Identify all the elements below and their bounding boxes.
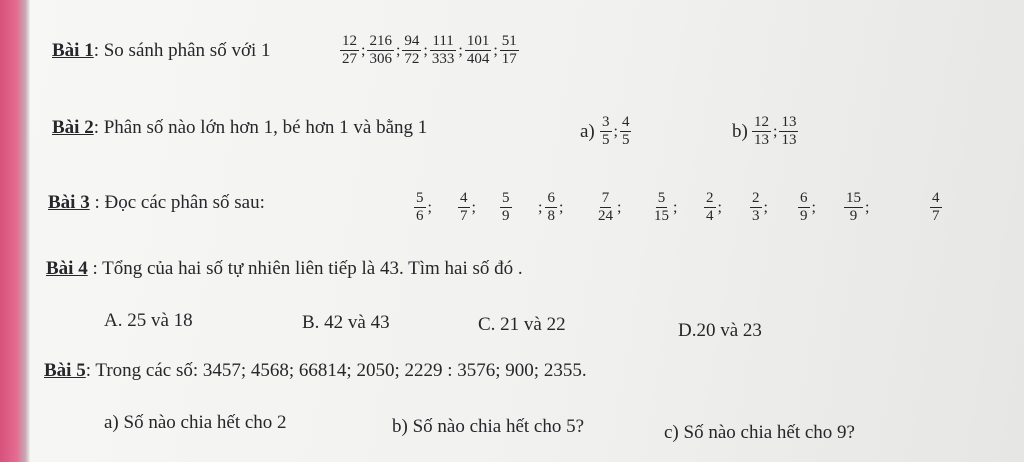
denominator: 306: [369, 51, 392, 67]
numerator: 101: [466, 33, 490, 49]
bai1-label: Bài 1: [52, 40, 94, 61]
separator: ;: [763, 198, 768, 216]
bai2-b-fraction-0: [752, 114, 779, 149]
bai4-option-a: A. 25 và 18: [104, 310, 193, 331]
bai5-question-b: b) Số nào chia hết cho 5?: [392, 416, 585, 437]
bai2-part-b-fractions: [752, 114, 798, 149]
denominator: 15: [654, 208, 669, 224]
numerator: 4: [932, 190, 940, 206]
bai3-fraction-8: [798, 190, 818, 225]
fraction: [704, 190, 716, 225]
numerator: 6: [800, 190, 808, 206]
numerator: 111: [432, 33, 454, 49]
bai3-fraction-7: [750, 190, 770, 225]
separator: ;: [811, 198, 816, 216]
numerator: 216: [369, 33, 392, 49]
fraction: [844, 190, 863, 225]
bai3-fraction-3: [538, 190, 565, 225]
denominator: 404: [466, 51, 490, 67]
separator: ;: [617, 198, 622, 216]
separator: ;: [471, 198, 476, 216]
numerator: 51: [501, 33, 517, 49]
fraction: [414, 190, 426, 225]
fraction: [545, 190, 557, 225]
bai2-part-b-label: b): [732, 121, 748, 142]
separator: ;: [538, 198, 543, 216]
fraction: [340, 33, 359, 68]
fraction: [465, 33, 492, 68]
bai4-option-d: D.20 và 23: [678, 320, 762, 341]
numerator: 2: [752, 190, 760, 206]
separator: ;: [493, 41, 498, 59]
separator: ;: [773, 122, 778, 140]
bai3-fraction-0: [414, 190, 434, 225]
separator: ;: [673, 198, 678, 216]
fraction: [600, 114, 612, 149]
fraction: [596, 190, 615, 225]
separator: ;: [427, 198, 432, 216]
separator: ;: [613, 122, 618, 140]
bai2-a-fraction-1: [620, 114, 632, 149]
separator: ;: [558, 198, 564, 216]
numerator: 6: [547, 190, 555, 206]
numerator: 5: [502, 190, 510, 206]
denominator: 5: [602, 132, 610, 148]
bai2-b-fraction-1: [779, 114, 798, 149]
denominator: 5: [621, 132, 630, 148]
numerator: 12: [342, 33, 357, 49]
denominator: 27: [342, 51, 357, 67]
denominator: 13: [754, 132, 769, 148]
bai3-fractions: [0, 190, 1024, 240]
separator: ;: [865, 198, 870, 216]
denominator: 8: [547, 208, 555, 224]
fraction: [930, 190, 942, 225]
bai3-fraction-5: [652, 190, 679, 225]
numerator: 15: [846, 190, 861, 206]
bai2-part-a-label: a): [580, 121, 595, 142]
numerator: 5: [657, 190, 666, 206]
fraction: [367, 33, 394, 68]
denominator: 9: [502, 208, 510, 224]
bai5-line: [44, 360, 587, 382]
numerator: 5: [416, 190, 424, 206]
bai3-fraction-2: [500, 190, 512, 225]
denominator: 333: [431, 51, 455, 67]
bai1-fraction-5: [500, 33, 519, 68]
numerator: 2: [706, 190, 714, 206]
separator: ;: [395, 41, 401, 59]
bai3-fraction-1: [458, 190, 478, 225]
numerator: 4: [621, 114, 630, 130]
separator: ;: [423, 41, 428, 59]
bai4-label: Bài 4: [46, 258, 88, 279]
fraction: [458, 190, 470, 225]
fraction: [750, 190, 762, 225]
bai1-fraction-4: [465, 33, 500, 68]
bai2-line: [52, 117, 427, 139]
separator: ;: [361, 41, 366, 59]
fraction: [500, 190, 512, 225]
numerator: 94: [404, 33, 420, 49]
bai3-fraction-6: [704, 190, 724, 225]
numerator: 13: [781, 114, 797, 130]
bai2-a-fraction-0: [600, 114, 620, 149]
separator: ;: [458, 41, 463, 59]
denominator: 4: [706, 208, 714, 224]
numerator: 7: [601, 190, 610, 206]
bai3-fraction-9: [844, 190, 871, 225]
fraction: [652, 190, 671, 225]
denominator: 7: [932, 208, 940, 224]
bai5-text: : Trong các số: 3457; 4568; 66814; 2050; 2229 : 3576; 900; 2355.: [85, 360, 587, 381]
bai1-fraction-0: [340, 33, 367, 68]
numerator: 3: [602, 114, 610, 130]
fraction: [500, 33, 519, 68]
bai1-fraction-1: [367, 33, 402, 68]
fraction: [402, 33, 421, 68]
bai5-question-a: a) Số nào chia hết cho 2: [104, 412, 287, 433]
denominator: 3: [752, 208, 760, 224]
bai3-fraction-10: [930, 190, 942, 225]
bai4-option-b: B. 42 và 43: [302, 312, 390, 333]
bai3-text: : Đọc các phân số sau:: [89, 192, 265, 213]
denominator: 7: [460, 208, 468, 224]
bai1-fraction-3: [430, 33, 465, 68]
bai1-text: : So sánh phân số với 1: [93, 40, 271, 61]
bai4-option-c: C. 21 và 22: [478, 314, 566, 335]
denominator: 9: [849, 208, 858, 224]
bai1-fraction-2: [402, 33, 429, 68]
denominator: 24: [598, 208, 613, 224]
separator: ;: [717, 198, 722, 216]
bai1-fractions: [340, 33, 519, 68]
bai5-question-c: c) Số nào chia hết cho 9?: [664, 422, 855, 443]
bai2-label: Bài 2: [52, 117, 94, 138]
bai4-line: [46, 258, 523, 280]
fraction: [752, 114, 771, 149]
fraction: [798, 190, 810, 225]
fraction: [620, 114, 632, 149]
bai3-fraction-4: [596, 190, 623, 225]
bai2-part-a-fractions: [600, 114, 631, 149]
bai4-text: : Tổng của hai số tự nhiên liên tiếp là 43. Tìm hai số đó .: [87, 258, 523, 279]
denominator: 72: [404, 51, 420, 67]
fraction: [430, 33, 457, 68]
denominator: 9: [800, 208, 808, 224]
denominator: 17: [501, 51, 517, 67]
bai2-text: : Phân số nào lớn hơn 1, bé hơn 1 và bằng 1: [93, 117, 428, 138]
bai3-label: Bài 3: [48, 192, 90, 213]
denominator: 6: [416, 208, 424, 224]
numerator: 4: [460, 190, 468, 206]
bai1-line: [52, 40, 271, 62]
fraction: [779, 114, 798, 149]
numerator: 12: [754, 114, 769, 130]
denominator: 13: [781, 132, 797, 148]
bai5-label: Bài 5: [44, 360, 86, 381]
